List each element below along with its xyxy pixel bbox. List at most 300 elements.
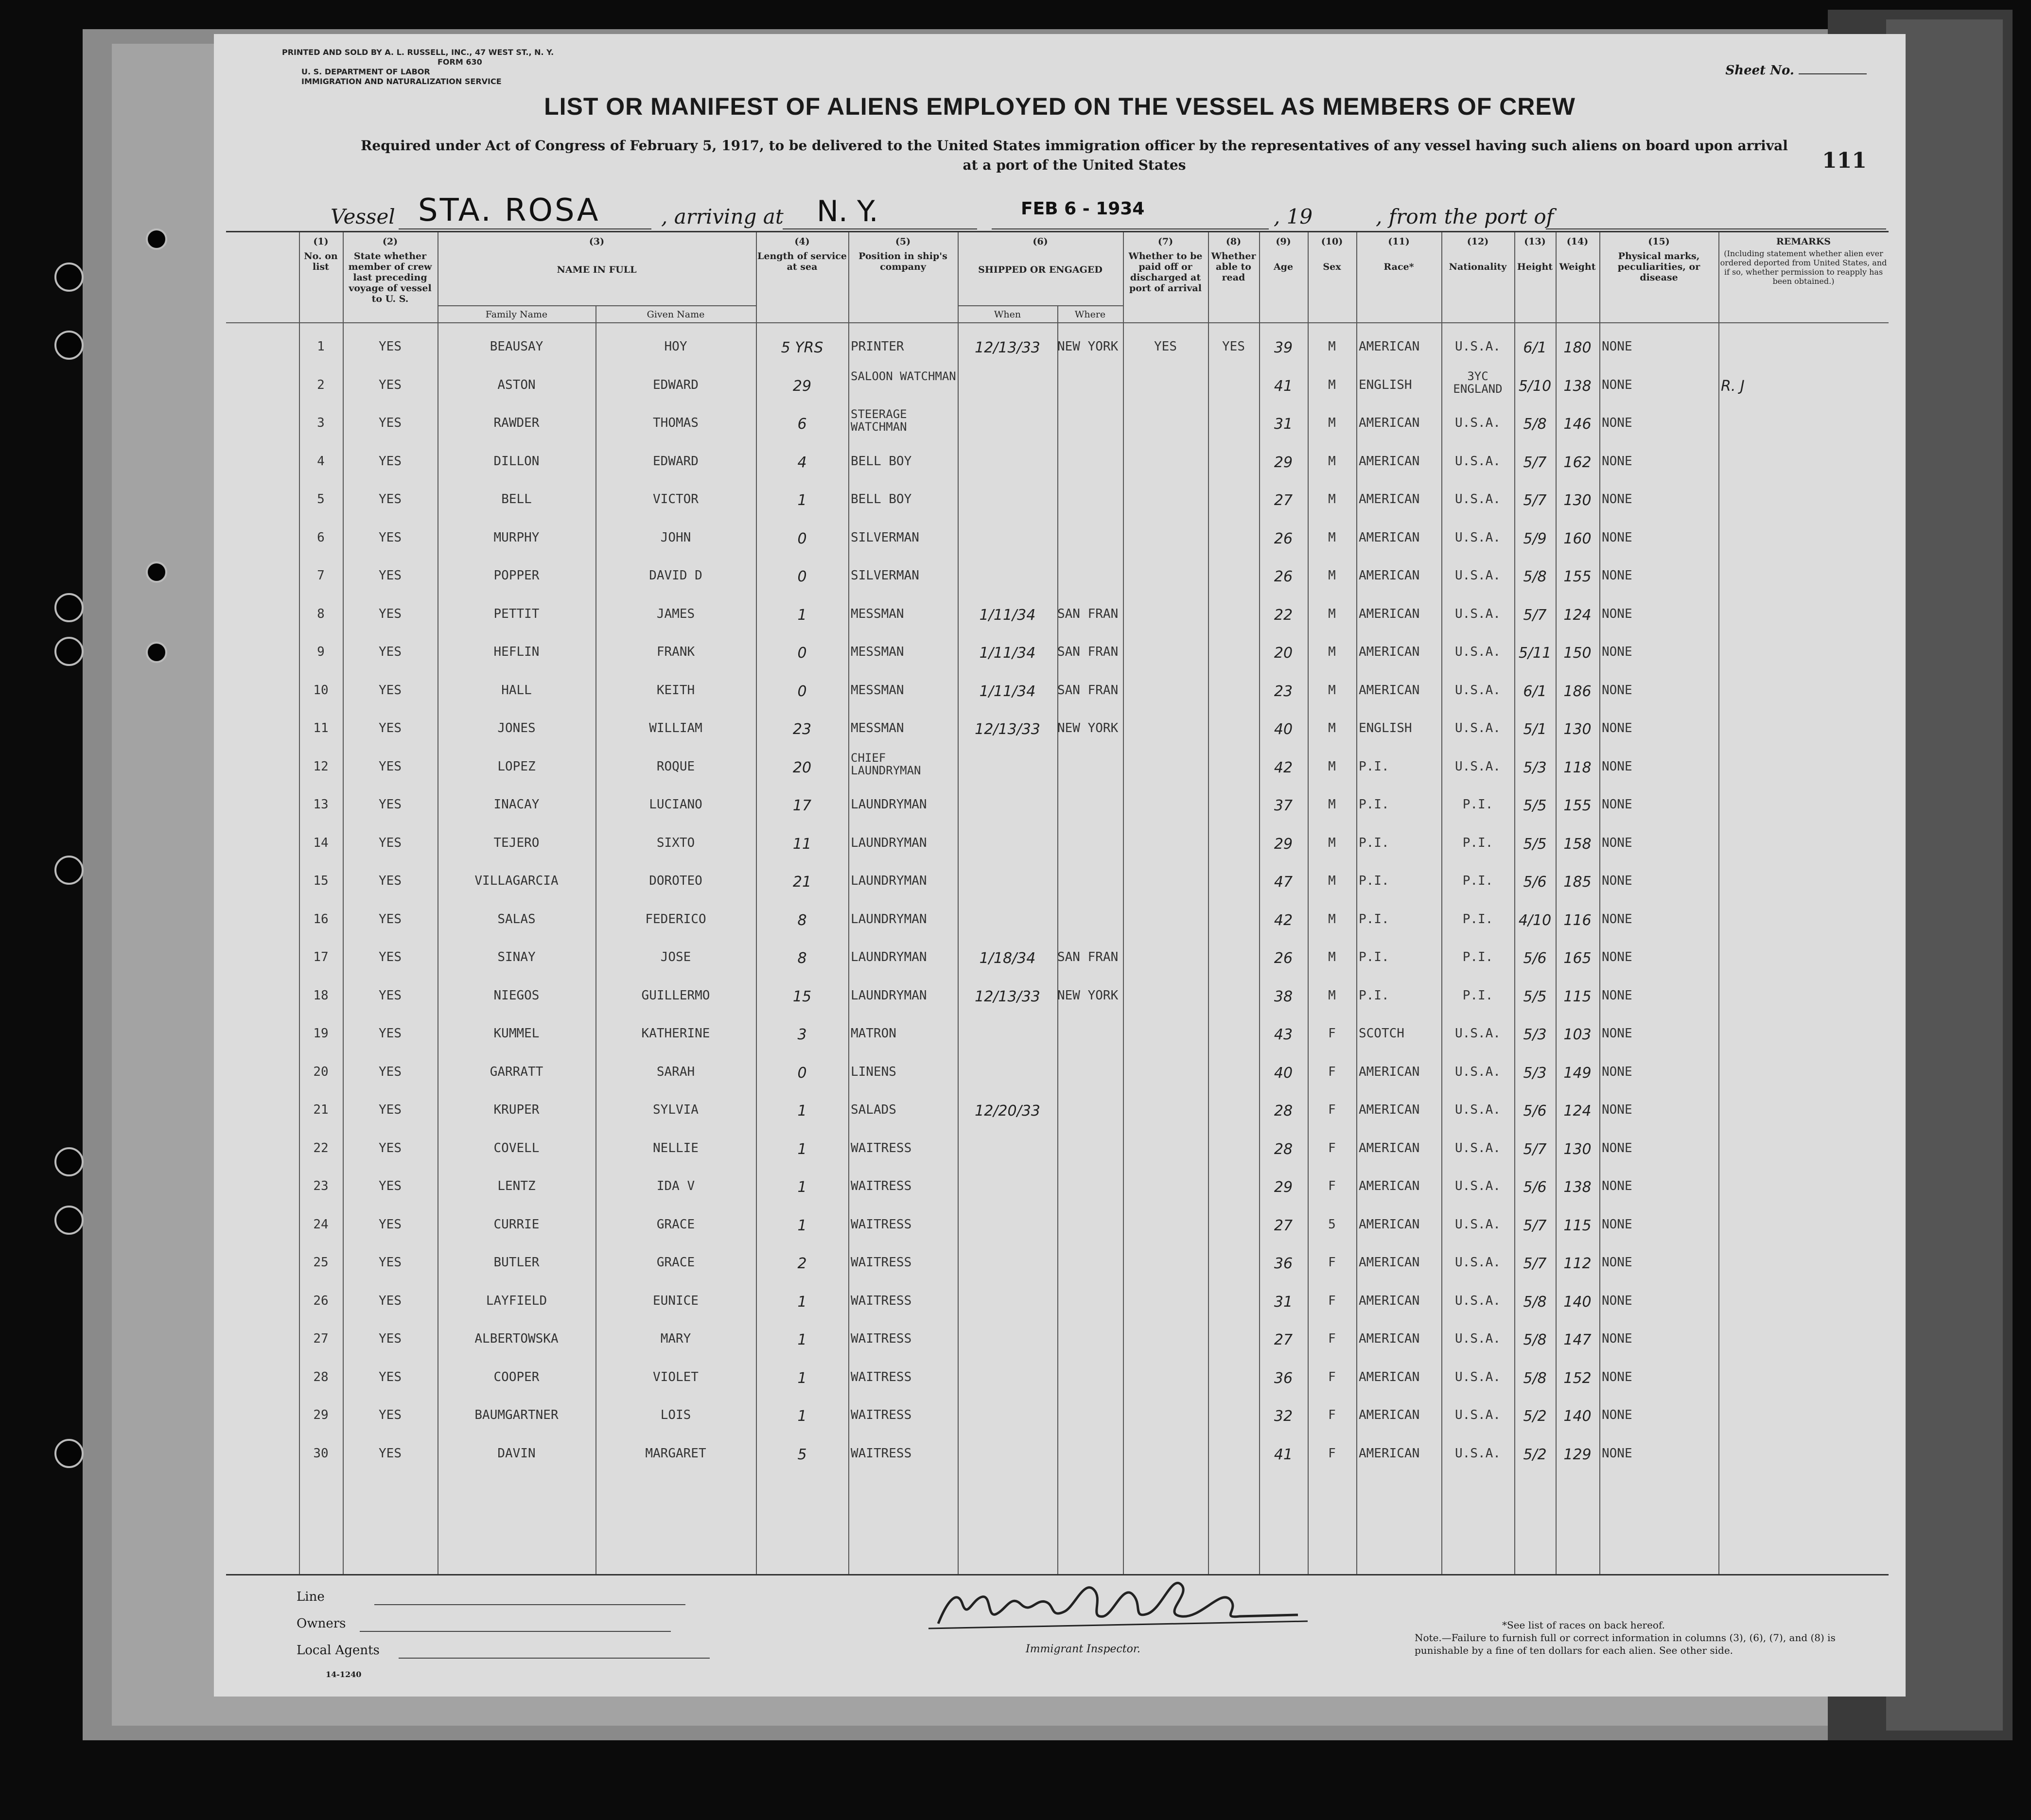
cell-last: YES xyxy=(379,645,402,659)
cell-sex: F xyxy=(1328,1331,1336,1346)
col-header-name xyxy=(438,236,756,275)
date-underline xyxy=(992,228,1269,229)
table-row xyxy=(226,864,1889,902)
col-header-age xyxy=(1259,236,1308,272)
binder-hole-small xyxy=(146,642,167,663)
col-label: Height xyxy=(1517,262,1553,272)
cell-family: LAYFIELD xyxy=(486,1293,547,1308)
cell-given: FRANK xyxy=(656,645,695,659)
cell-given: HOY xyxy=(664,339,687,354)
cell-marks: NONE xyxy=(1602,950,1632,964)
col-note: (Including statement whether alien ever ordered deported from United States, and if so, whether permission to reapply has been obtained.) xyxy=(1720,249,1887,286)
col-number: (12) xyxy=(1467,236,1489,247)
table-row xyxy=(226,1245,1889,1283)
cell-last: YES xyxy=(379,721,402,735)
cell-race: AMERICAN xyxy=(1359,1446,1420,1461)
cell-no: 23 xyxy=(313,1179,329,1193)
cell-family: BAUMGARTNER xyxy=(474,1408,559,1422)
cell-marks: NONE xyxy=(1602,1408,1632,1422)
cell-given: EDWARD xyxy=(653,377,699,392)
cell-position: LAUNDRYMAN xyxy=(851,988,927,1003)
cell-given: GUILLERMO xyxy=(641,988,710,1003)
cell-family: SALAS xyxy=(497,911,536,927)
vessel-underline xyxy=(399,228,651,229)
table-row xyxy=(226,750,1889,788)
binder-hole xyxy=(54,1206,84,1235)
cell-given: MARGARET xyxy=(645,1446,706,1461)
cell-marks: NONE xyxy=(1602,1217,1632,1232)
cell-age: 42 xyxy=(1274,911,1293,929)
cell-race: AMERICAN xyxy=(1359,1217,1420,1232)
cell-service: 1 xyxy=(797,1369,807,1387)
cell-marks: NONE xyxy=(1602,377,1632,392)
cell-position: STEERAGE WATCHMAN xyxy=(851,407,907,434)
cell-no: 24 xyxy=(313,1217,329,1232)
cell-nationality: U.S.A. xyxy=(1455,1446,1501,1461)
cell-sex: F xyxy=(1328,1064,1336,1079)
cell-where: SAN FRAN xyxy=(1057,645,1119,659)
cell-where: SAN FRAN xyxy=(1057,682,1119,698)
table-row xyxy=(226,1093,1889,1131)
cell-race: AMERICAN xyxy=(1359,530,1420,545)
cell-sex: F xyxy=(1328,1408,1336,1422)
cell-when: 12/13/33 xyxy=(975,721,1040,738)
cell-service: 1 xyxy=(797,606,807,624)
cell-family: COVELL xyxy=(493,1140,540,1155)
cell-where: SAN FRAN xyxy=(1057,606,1119,621)
cell-height: 5/7 xyxy=(1523,606,1547,624)
cell-height: 4/10 xyxy=(1518,911,1552,929)
col-number: (13) xyxy=(1524,236,1546,247)
cell-weight: 180 xyxy=(1563,339,1592,356)
cell-age: 32 xyxy=(1274,1408,1293,1425)
cell-no: 7 xyxy=(317,568,325,583)
cell-nationality: U.S.A. xyxy=(1455,1255,1501,1270)
cell-height: 5/3 xyxy=(1523,1064,1547,1082)
cell-sex: M xyxy=(1328,797,1336,812)
cell-age: 38 xyxy=(1274,988,1293,1005)
col-number: (5) xyxy=(895,236,911,247)
cell-service: 1 xyxy=(797,1179,807,1196)
cell-weight: 186 xyxy=(1563,682,1592,700)
cell-no: 14 xyxy=(313,835,329,850)
cell-nationality: P.I. xyxy=(1462,950,1493,964)
cell-height: 5/5 xyxy=(1523,988,1547,1005)
cell-height: 5/6 xyxy=(1523,1179,1547,1196)
cell-given: JOSE xyxy=(660,950,691,964)
cell-marks: NONE xyxy=(1602,1369,1632,1384)
cell-weight: 103 xyxy=(1563,1026,1592,1043)
cell-service: 5 xyxy=(797,1446,807,1463)
page-subtitle: Required under Act of Congress of February 5, 1917, to be delivered to the United States immigration officer by the representatives of any vessel having such aliens on board upon arrival at a port of the United States xyxy=(361,138,1788,173)
header-rule xyxy=(226,322,1889,323)
col-number: (6) xyxy=(1033,236,1048,247)
cell-nationality: U.S.A. xyxy=(1455,1369,1501,1384)
cell-when: 12/13/33 xyxy=(975,339,1040,356)
cell-height: 5/3 xyxy=(1523,1026,1547,1043)
cell-position: LAUNDRYMAN xyxy=(851,835,927,850)
cell-family: NIEGOS xyxy=(493,988,540,1003)
year-label: , 19 xyxy=(1274,205,1313,228)
cell-given: JAMES xyxy=(656,606,695,621)
cell-nationality: U.S.A. xyxy=(1455,645,1501,659)
cell-given: VICTOR xyxy=(653,492,699,507)
cell-marks: NONE xyxy=(1602,682,1632,698)
cell-age: 29 xyxy=(1274,835,1293,853)
cell-service: 1 xyxy=(797,1102,807,1120)
cell-age: 36 xyxy=(1274,1255,1293,1272)
cell-given: GRACE xyxy=(656,1217,695,1232)
name-subheader-rule xyxy=(438,305,756,306)
col-label: Position in ship's company xyxy=(858,251,947,272)
cell-no: 13 xyxy=(313,797,329,812)
cell-service: 11 xyxy=(792,835,812,853)
col-header-nationality xyxy=(1441,236,1514,272)
cell-sex: M xyxy=(1328,416,1336,430)
cell-height: 5/5 xyxy=(1523,797,1547,814)
cell-marks: NONE xyxy=(1602,1140,1632,1155)
col-label: Age xyxy=(1273,262,1294,272)
col-number: (15) xyxy=(1648,236,1670,247)
cell-last: YES xyxy=(379,682,402,698)
arriving-underline xyxy=(783,228,977,229)
cell-family: JONES xyxy=(497,721,536,735)
table-row xyxy=(226,788,1889,825)
cell-position: MESSMAN xyxy=(851,606,904,621)
cell-marks: NONE xyxy=(1602,645,1632,659)
cell-age: 27 xyxy=(1274,492,1293,509)
col-label: Physical marks, peculiarities, or disease xyxy=(1617,251,1700,283)
cell-position: WAITRESS xyxy=(851,1255,912,1270)
cell-race: P.I. xyxy=(1359,950,1389,964)
cell-service: 1 xyxy=(797,1293,807,1311)
cell-no: 27 xyxy=(313,1331,329,1346)
cell-family: MURPHY xyxy=(493,530,540,545)
cell-weight: 138 xyxy=(1563,1179,1592,1196)
cell-marks: NONE xyxy=(1602,1026,1632,1041)
cell-family: HALL xyxy=(501,682,532,698)
cell-last: YES xyxy=(379,530,402,545)
cell-sex: M xyxy=(1328,988,1336,1003)
cell-marks: NONE xyxy=(1602,1179,1632,1193)
cell-race: AMERICAN xyxy=(1359,1255,1420,1270)
cell-nationality: U.S.A. xyxy=(1455,721,1501,735)
cell-age: 40 xyxy=(1274,721,1293,738)
cell-marks: NONE xyxy=(1602,721,1632,735)
cell-no: 29 xyxy=(313,1408,329,1422)
owners-label: Owners xyxy=(297,1616,346,1631)
cell-race: AMERICAN xyxy=(1359,416,1420,430)
cell-marks: NONE xyxy=(1602,454,1632,469)
cell-marks: NONE xyxy=(1602,835,1632,850)
cell-given: THOMAS xyxy=(653,416,699,430)
agents-blank xyxy=(399,1658,710,1659)
cell-nationality: U.S.A. xyxy=(1455,682,1501,698)
col-header-where: Where xyxy=(1074,309,1106,320)
cell-sex: M xyxy=(1328,530,1336,545)
cell-nationality: U.S.A. xyxy=(1455,492,1501,507)
cell-no: 4 xyxy=(317,454,325,469)
cell-position: LAUNDRYMAN xyxy=(851,797,927,812)
cell-family: DAVIN xyxy=(497,1446,536,1461)
penalty-note: Note.—Failure to furnish full or correct information in columns (3), (6), (7), and (8) is punishable by a fine of ten dollars for each alien. See other side. xyxy=(1415,1632,1836,1656)
cell-position: WAITRESS xyxy=(851,1179,912,1193)
cell-age: 41 xyxy=(1274,377,1293,395)
cell-race: AMERICAN xyxy=(1359,645,1420,659)
cell-marks: NONE xyxy=(1602,797,1632,812)
cell-nationality: U.S.A. xyxy=(1455,759,1501,774)
cell-marks: NONE xyxy=(1602,1293,1632,1308)
cell-position: WAITRESS xyxy=(851,1293,912,1308)
col-label: NAME IN FULL xyxy=(557,264,637,275)
cell-height: 5/5 xyxy=(1523,835,1547,853)
cell-height: 5/2 xyxy=(1523,1446,1547,1463)
table-row xyxy=(226,406,1889,444)
cell-sex: F xyxy=(1328,1369,1336,1384)
cell-nationality: P.I. xyxy=(1462,835,1493,850)
cell-sex: M xyxy=(1328,377,1336,392)
col-label: Race* xyxy=(1383,262,1414,272)
cell-position: LAUNDRYMAN xyxy=(851,950,927,964)
cell-service: 17 xyxy=(792,797,812,814)
cell-sex: M xyxy=(1328,759,1336,774)
table-row xyxy=(226,597,1889,635)
cell-last: YES xyxy=(379,1408,402,1422)
col-header-family-name: Family Name xyxy=(485,309,548,320)
cell-age: 43 xyxy=(1274,1026,1293,1043)
cell-when: 1/11/34 xyxy=(979,682,1036,700)
cell-height: 5/8 xyxy=(1523,1293,1547,1311)
cell-height: 5/8 xyxy=(1523,416,1547,433)
vessel-name: STA. ROSA xyxy=(418,192,600,228)
sheet-number xyxy=(1725,63,1867,78)
cell-last: YES xyxy=(379,492,402,507)
cell-service: 20 xyxy=(792,759,812,776)
cell-no: 1 xyxy=(317,339,325,354)
cell-service: 2 xyxy=(797,1255,807,1272)
cell-last: YES xyxy=(379,835,402,850)
cell-when: 1/18/34 xyxy=(979,950,1036,967)
table-row xyxy=(226,482,1889,520)
cell-family: RAWDER xyxy=(493,416,540,430)
cell-age: 31 xyxy=(1274,1293,1293,1311)
cell-given: FEDERICO xyxy=(645,911,706,927)
cell-given: WILLIAM xyxy=(649,721,702,735)
col-number: (10) xyxy=(1321,236,1343,247)
cell-nationality: P.I. xyxy=(1462,988,1493,1003)
printer-line: PRINTED AND SOLD BY A. L. RUSSELL, INC., 47 WEST ST., N. Y. xyxy=(282,48,554,57)
cell-marks: NONE xyxy=(1602,416,1632,430)
cell-height: 5/6 xyxy=(1523,1102,1547,1120)
cell-marks: NONE xyxy=(1602,1064,1632,1079)
cell-height: 5/7 xyxy=(1523,492,1547,509)
department-line: U. S. DEPARTMENT OF LABOR xyxy=(301,67,430,76)
cell-nationality: P.I. xyxy=(1462,911,1493,927)
form-code: 14-1240 xyxy=(326,1670,362,1679)
cell-position: LINENS xyxy=(851,1064,896,1079)
cell-last: YES xyxy=(379,1140,402,1155)
cell-position: WAITRESS xyxy=(851,1408,912,1422)
cell-position: WAITRESS xyxy=(851,1331,912,1346)
cell-nationality: U.S.A. xyxy=(1455,1331,1501,1346)
cell-service: 1 xyxy=(797,1331,807,1348)
binder-hole xyxy=(54,637,84,666)
cell-last: YES xyxy=(379,606,402,621)
local-agents-label: Local Agents xyxy=(297,1643,380,1658)
cell-race: AMERICAN xyxy=(1359,1369,1420,1384)
cell-weight: 140 xyxy=(1563,1293,1592,1311)
cell-age: 39 xyxy=(1274,339,1293,356)
cell-age: 41 xyxy=(1274,1446,1293,1463)
col-header-weight xyxy=(1556,236,1599,272)
arrival-date-stamp: FEB 6 - 1934 xyxy=(1021,199,1145,219)
cell-service: 0 xyxy=(797,645,807,662)
cell-nationality: U.S.A. xyxy=(1455,1293,1501,1308)
cell-family: ALBERTOWSKA xyxy=(474,1331,559,1346)
col-header-when: When xyxy=(994,309,1021,320)
cell-position: MESSMAN xyxy=(851,682,904,698)
col-number: (11) xyxy=(1388,236,1410,247)
cell-sex: M xyxy=(1328,606,1336,621)
cell-family: BELL xyxy=(501,492,532,507)
binder-hole-small xyxy=(146,561,167,583)
page-title: LIST OR MANIFEST OF ALIENS EMPLOYED ON THE VESSEL AS MEMBERS OF CREW xyxy=(544,93,1576,120)
cell-family: VILLAGARCIA xyxy=(474,874,559,888)
cell-position: CHIEF LAUNDRYMAN xyxy=(851,751,921,777)
cell-weight: 147 xyxy=(1563,1331,1592,1348)
cell-given: ROQUE xyxy=(656,759,695,774)
cell-given: KATHERINE xyxy=(641,1026,710,1041)
cell-last: YES xyxy=(379,1255,402,1270)
table-row xyxy=(226,1016,1889,1054)
cell-where: NEW YORK xyxy=(1057,721,1119,735)
cell-no: 9 xyxy=(317,645,325,659)
cell-last: YES xyxy=(379,1026,402,1041)
cell-age: 47 xyxy=(1274,874,1293,891)
cell-marks: NONE xyxy=(1602,1102,1632,1117)
cell-marks: NONE xyxy=(1602,1331,1632,1346)
cell-age: 28 xyxy=(1274,1102,1293,1120)
cell-weight: 130 xyxy=(1563,721,1592,738)
cell-remark: R. J xyxy=(1721,377,1745,395)
cell-position: PRINTER xyxy=(851,339,904,354)
cell-nationality: U.S.A. xyxy=(1455,1026,1501,1041)
cell-sex: M xyxy=(1328,568,1336,583)
cell-last: YES xyxy=(379,950,402,964)
cell-no: 30 xyxy=(313,1446,329,1461)
shipped-subheader-rule xyxy=(958,305,1123,306)
cell-race: ENGLISH xyxy=(1359,377,1412,392)
cell-given: SARAH xyxy=(656,1064,695,1079)
cell-service: 1 xyxy=(797,1408,807,1425)
inspector-signature xyxy=(928,1570,1317,1643)
cell-service: 8 xyxy=(797,950,807,967)
col-label: Length of service at sea xyxy=(757,251,847,272)
table-row xyxy=(226,1208,1889,1245)
cell-race: AMERICAN xyxy=(1359,1102,1420,1117)
col-header-remarks xyxy=(1718,236,1889,286)
cell-height: 6/1 xyxy=(1523,682,1547,700)
cell-no: 2 xyxy=(317,377,325,392)
cell-sex: M xyxy=(1328,874,1336,888)
from-port-label: , from the port of xyxy=(1376,205,1554,228)
cell-weight: 158 xyxy=(1563,835,1592,853)
col-header-given-name: Given Name xyxy=(647,309,705,320)
cell-marks: NONE xyxy=(1602,759,1632,774)
cell-given: KEITH xyxy=(656,682,695,698)
cell-family: POPPER xyxy=(493,568,540,583)
cell-race: P.I. xyxy=(1359,759,1389,774)
table-row xyxy=(226,330,1889,368)
cell-sex: F xyxy=(1328,1255,1336,1270)
from-port-underline xyxy=(1546,228,1886,229)
cell-where: NEW YORK xyxy=(1057,988,1119,1003)
cell-no: 11 xyxy=(313,721,329,735)
binder-hole xyxy=(54,1439,84,1468)
col-number: (4) xyxy=(794,236,810,247)
cell-nationality: U.S.A. xyxy=(1455,454,1501,469)
cell-age: 29 xyxy=(1274,1179,1293,1196)
cell-when: 12/20/33 xyxy=(975,1102,1040,1120)
cell-sex: M xyxy=(1328,682,1336,698)
cell-last: YES xyxy=(379,1217,402,1232)
cell-marks: NONE xyxy=(1602,606,1632,621)
cell-weight: 118 xyxy=(1563,759,1592,776)
cell-nationality: U.S.A. xyxy=(1455,1102,1501,1117)
table-row xyxy=(226,1284,1889,1322)
cell-weight: 155 xyxy=(1563,797,1592,814)
races-note: *See list of races on back hereof. xyxy=(1502,1619,1665,1631)
cell-weight: 165 xyxy=(1563,950,1592,967)
cell-position: MATRON xyxy=(851,1026,896,1041)
col-header-last-voyage xyxy=(343,236,438,304)
cell-last: YES xyxy=(379,797,402,812)
table-row xyxy=(226,902,1889,940)
cell-weight: 129 xyxy=(1563,1446,1592,1463)
cell-age: 26 xyxy=(1274,568,1293,585)
binder-hole xyxy=(54,593,84,622)
cell-family: BEAUSAY xyxy=(490,339,543,354)
cell-given: EUNICE xyxy=(653,1293,699,1308)
col-label: Whether able to read xyxy=(1211,251,1256,283)
table-row xyxy=(226,444,1889,482)
cell-nationality: U.S.A. xyxy=(1455,1217,1501,1232)
table-row xyxy=(226,368,1889,406)
col-header-service xyxy=(756,236,848,272)
cell-last: YES xyxy=(379,1102,402,1117)
cell-family: COOPER xyxy=(493,1369,540,1384)
cell-read: YES xyxy=(1222,339,1245,354)
cell-last: YES xyxy=(379,1446,402,1461)
cell-weight: 185 xyxy=(1563,874,1592,891)
col-header-shipped xyxy=(958,236,1123,275)
cell-no: 17 xyxy=(313,950,329,964)
cell-weight: 150 xyxy=(1563,645,1592,662)
cell-service: 3 xyxy=(797,1026,807,1043)
cell-family: CURRIE xyxy=(493,1217,540,1232)
cell-sex: M xyxy=(1328,721,1336,735)
cell-race: ENGLISH xyxy=(1359,721,1412,735)
cell-nationality: U.S.A. xyxy=(1455,530,1501,545)
binder-hole xyxy=(54,856,84,885)
cell-service: 8 xyxy=(797,911,807,929)
cell-given: SYLVIA xyxy=(653,1102,699,1117)
cell-no: 21 xyxy=(313,1102,329,1117)
page-number: 111 xyxy=(1822,148,1867,173)
col-label: Nationality xyxy=(1449,262,1507,272)
cell-height: 5/7 xyxy=(1523,454,1547,471)
cell-marks: NONE xyxy=(1602,1255,1632,1270)
